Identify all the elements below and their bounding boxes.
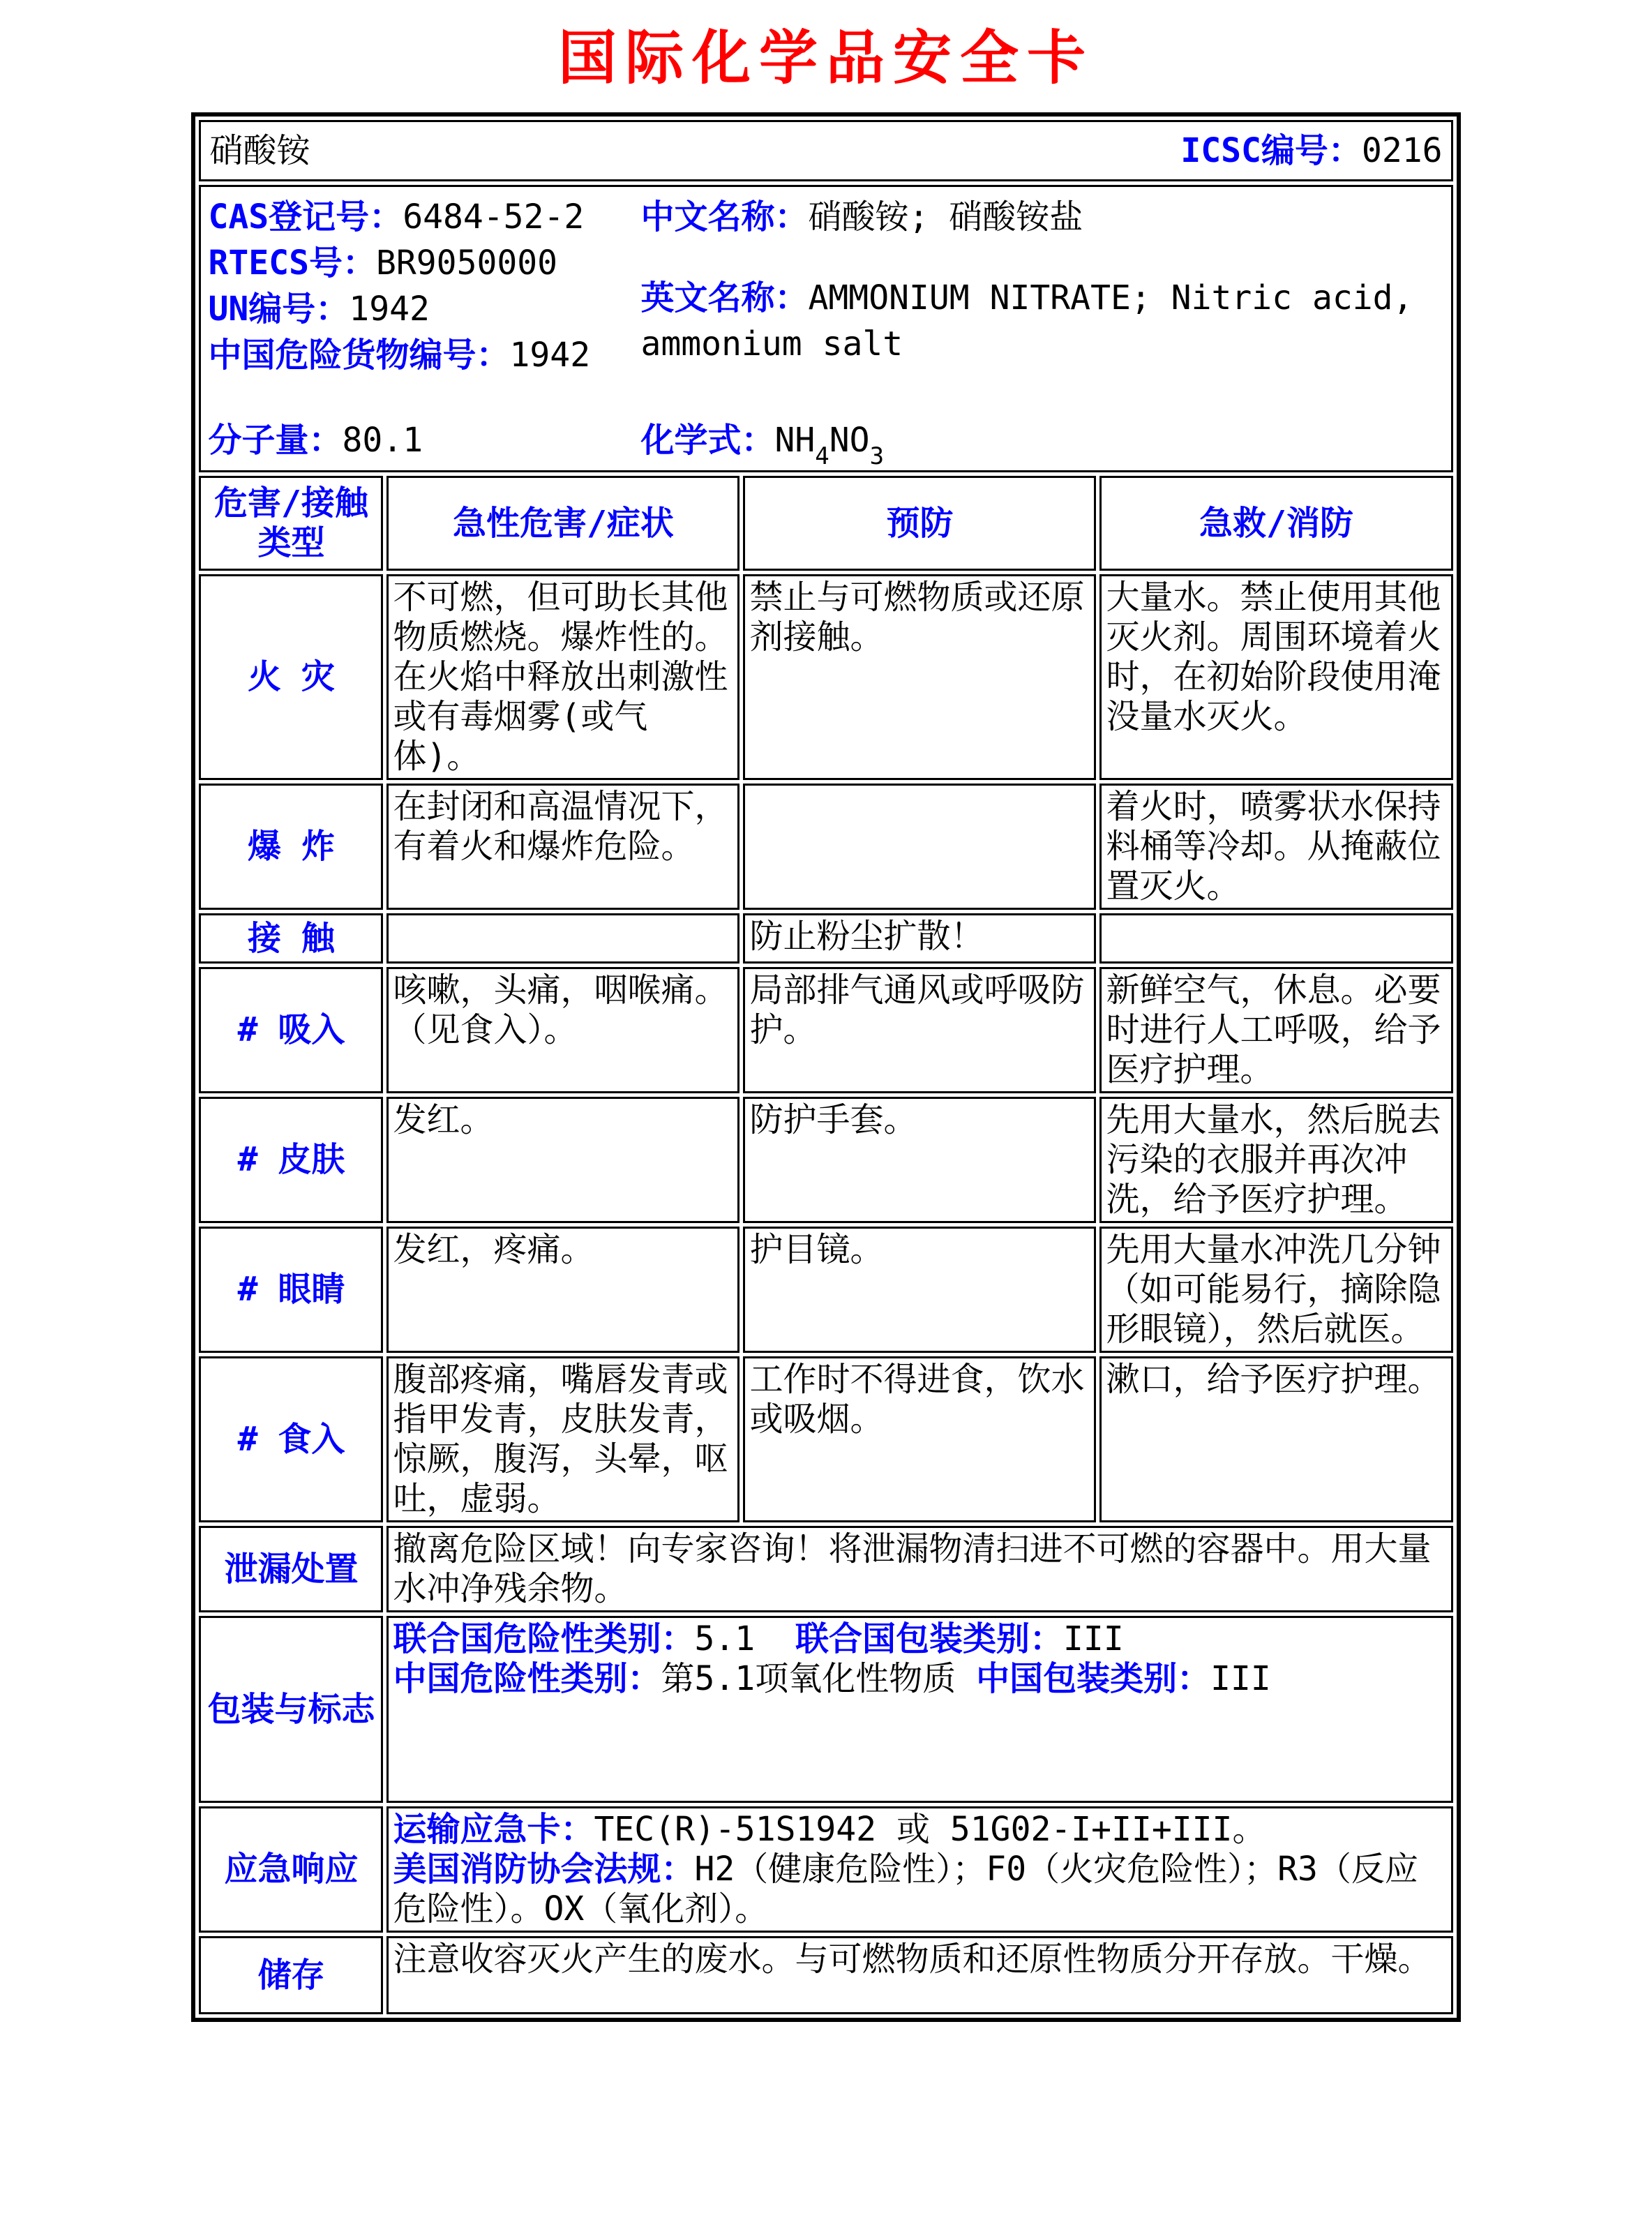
icsc-number [1180, 131, 1442, 171]
row-label-storage: 储存 [199, 1936, 383, 2014]
header-acute-hazards: 急性危害/症状 [386, 476, 739, 571]
rtecs-number: RTECS号：BR9050000 [208, 243, 558, 283]
table-row-skin [199, 1097, 1452, 1223]
table-row-inhalation [199, 967, 1452, 1093]
eyes-first-aid: 先用大量水冲洗几分钟（如可能易行，摘除隐形眼镜），然后就医。 [1099, 1227, 1452, 1353]
eyes-symptoms: 发红，疼痛。 [386, 1227, 739, 1353]
cas-number: CAS登记号：6484-52-2 [208, 197, 585, 237]
substance-names [640, 194, 1443, 378]
spill-disposal-content: 撤离危险区域！向专家咨询！将泄漏物清扫进不可燃的容器中。用大量水冲净残余物。 [386, 1526, 1452, 1612]
row-label-emergency-response: 应急响应 [199, 1806, 383, 1933]
icsc-value: 0216 [1361, 130, 1443, 170]
english-name: 英文名称：AMMONIUM NITRATE; Nitric acid, ammonium salt [640, 278, 1413, 364]
registry-ids [208, 194, 640, 378]
packaging-labelling-content: 联合国危险性类别：5.1 联合国包装类别：III 中国危险性类别：第5.1项氧化性物质 中国包装类别：III [386, 1616, 1452, 1803]
un-number: UN编号：1942 [208, 290, 430, 329]
row-label-skin: # 皮肤 [199, 1097, 383, 1223]
row-label-ingestion: # 食入 [199, 1356, 383, 1522]
explosion-prevention [743, 784, 1096, 910]
emergency-response-content: 运输应急卡：TEC(R)-51S1942 或 51G02-I+II+III。 美国消防协会法规：H2（健康危险性）；F0（火灾危险性）；R3（反应危险性）。OX（氧化剂）。 [386, 1806, 1452, 1933]
name-row [199, 120, 1452, 181]
identification-cell [199, 185, 1452, 472]
fire-symptoms: 不可燃，但可助长其他物质燃烧。爆炸性的。在火焰中释放出刺激性或有毒烟雾(或气体)。 [386, 574, 739, 780]
table-row-eyes [199, 1227, 1452, 1353]
chemical-formula: 化学式：$NH_4NO_3$ [640, 421, 885, 470]
ingestion-symptoms: 腹部疼痛，嘴唇发青或指甲发青，皮肤发青，惊厥，腹泻，头晕，呕吐，虚弱。 [386, 1356, 739, 1522]
skin-symptoms: 发红。 [386, 1097, 739, 1223]
storage-content: 注意收容灭火产生的废水。与可燃物质和还原性物质分开存放。干燥。 [386, 1936, 1452, 2014]
hazard-header-row [199, 476, 1452, 571]
header-hazard-type: 危害/接触类型 [199, 476, 383, 571]
table-row-explosion [199, 784, 1452, 910]
row-label-fire: 火 灾 [199, 574, 383, 780]
eyes-prevention: 护目镜。 [743, 1227, 1096, 1353]
exposure-symptoms [386, 913, 739, 964]
page-title: 国际化学品安全卡 [557, 23, 1094, 92]
row-label-eyes: # 眼睛 [199, 1227, 383, 1353]
explosion-symptoms: 在封闭和高温情况下，有着火和爆炸危险。 [386, 784, 739, 910]
inhalation-prevention: 局部排气通风或呼吸防护。 [743, 967, 1096, 1093]
table-row-fire [199, 574, 1452, 780]
identification-row [199, 185, 1452, 472]
inhalation-first-aid: 新鲜空气，休息。必要时进行人工呼吸，给予医疗护理。 [1099, 967, 1452, 1093]
table-row-exposure [199, 913, 1452, 964]
chinese-name: 中文名称：硝酸铵; 硝酸铵盐 [640, 197, 1083, 237]
molecular-weight: 分子量：80.1 [208, 421, 423, 460]
header-first-aid: 急救/消防 [1099, 476, 1452, 571]
fire-first-aid: 大量水。禁止使用其他灭火剂。周围环境着火时，在初始阶段使用淹没量水灭火。 [1099, 574, 1452, 780]
ingestion-prevention: 工作时不得进食，饮水或吸烟。 [743, 1356, 1096, 1522]
icsc-label: ICSC编号： [1180, 130, 1362, 170]
table-row-emergency-response [199, 1806, 1452, 1933]
ingestion-first-aid: 漱口，给予医疗护理。 [1099, 1356, 1452, 1522]
skin-prevention: 防护手套。 [743, 1097, 1096, 1223]
exposure-prevention: 防止粉尘扩散！ [743, 913, 1096, 964]
table-row-packaging-labelling [199, 1616, 1452, 1803]
china-dangerous-goods-number: 中国危险货物编号：1942 [208, 336, 591, 375]
row-label-explosion: 爆 炸 [199, 784, 383, 910]
row-label-inhalation: # 吸入 [199, 967, 383, 1093]
table-row-ingestion [199, 1356, 1452, 1522]
header-prevention: 预防 [743, 476, 1096, 571]
table-row-spill-disposal [199, 1526, 1452, 1612]
row-label-spill-disposal: 泄漏处置 [199, 1526, 383, 1612]
row-label-packaging-labelling: 包装与标志 [199, 1616, 383, 1803]
row-label-exposure: 接 触 [199, 913, 383, 964]
name-cell [199, 120, 1452, 181]
safety-card-table [191, 112, 1460, 2022]
fire-prevention: 禁止与可燃物质或还原剂接触。 [743, 574, 1096, 780]
exposure-first-aid [1099, 913, 1452, 964]
substance-name: 硝酸铵 [209, 130, 310, 170]
table-row-storage [199, 1936, 1452, 2014]
skin-first-aid: 先用大量水，然后脱去污染的衣服并再次冲洗，给予医疗护理。 [1099, 1097, 1452, 1223]
explosion-first-aid: 着火时，喷雾状水保持料桶等冷却。从掩蔽位置灭火。 [1099, 784, 1452, 910]
inhalation-symptoms: 咳嗽，头痛，咽喉痛。（见食入）。 [386, 967, 739, 1093]
